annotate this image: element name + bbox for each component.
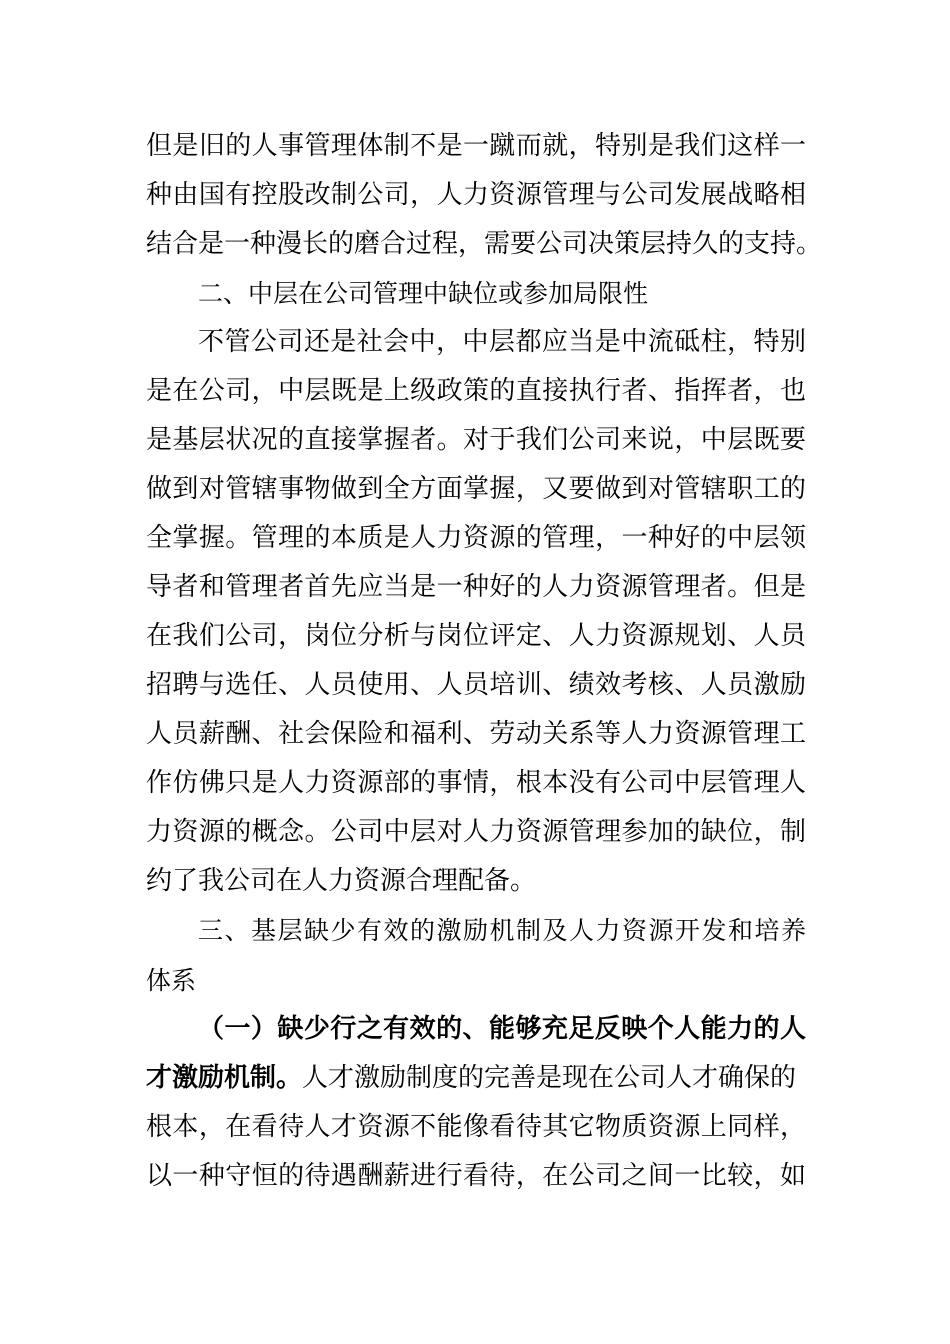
paragraph-line: 是在公司，中层既是上级政策的直接执行者、指挥者，也 [146, 376, 806, 406]
paragraph-line: 以一种守恒的待遇酬薪进行看待，在公司之间一比较，如 [146, 1161, 806, 1191]
paragraph-line: 但是旧的人事管理体制不是一蹴而就，特别是我们这样一 [146, 131, 806, 161]
subsection-heading-end: 才激励机制。 [146, 1063, 303, 1093]
paragraph-line: 结合是一种漫长的磨合过程，需要公司决策层持久的支持。 [146, 229, 823, 259]
paragraph-line: 种由国有控股改制公司，人力资源管理与公司发展战略相 [146, 180, 806, 210]
paragraph-line: 不管公司还是社会中，中层都应当是中流砥柱，特别 [198, 327, 806, 357]
subsection-mixed-line [146, 1054, 806, 1103]
paragraph-line: 约了我公司在人力资源合理配备。 [146, 866, 537, 896]
paragraph-text: 人才激励制度的完善是现在公司人才确保的 [302, 1063, 797, 1093]
section-heading-3-continued: 体系 [146, 966, 197, 995]
document-body [146, 122, 823, 1201]
section-heading-2: 二、中层在公司管理中缺位或参加局限性 [198, 279, 649, 308]
subsection-heading: （一）缺少行之有效的、能够充足反映个人能力的人 [198, 1014, 806, 1044]
paragraph-line: 招聘与选任、人员使用、人员培训、绩效考核、人员激励 [146, 670, 806, 700]
paragraph-line: 是基层状况的直接掌握者。对于我们公司来说，中层既要 [146, 425, 806, 455]
paragraph-line: 全掌握。管理的本质是人力资源的管理，一种好的中层领 [146, 523, 806, 553]
paragraph-line: 作仿佛只是人力资源部的事情，根本没有公司中层管理人 [146, 768, 806, 798]
paragraph-line: 做到对管辖事物做到全方面掌握，又要做到对管辖职工的 [146, 474, 806, 504]
paragraph-line: 人员薪酬、社会保险和福利、劳动关系等人力资源管理工 [146, 719, 806, 749]
paragraph-line: 根本，在看待人才资源不能像看待其它物质资源上同样， [146, 1112, 806, 1142]
paragraph-line: 力资源的概念。公司中层对人力资源管理参加的缺位，制 [146, 817, 806, 847]
paragraph-line: 在我们公司，岗位分析与岗位评定、人力资源规划、人员 [146, 621, 806, 651]
section-heading-3: 三、基层缺少有效的激励机制及人力资源开发和培养 [198, 916, 806, 945]
paragraph-line: 导者和管理者首先应当是一种好的人力资源管理者。但是 [146, 572, 806, 602]
